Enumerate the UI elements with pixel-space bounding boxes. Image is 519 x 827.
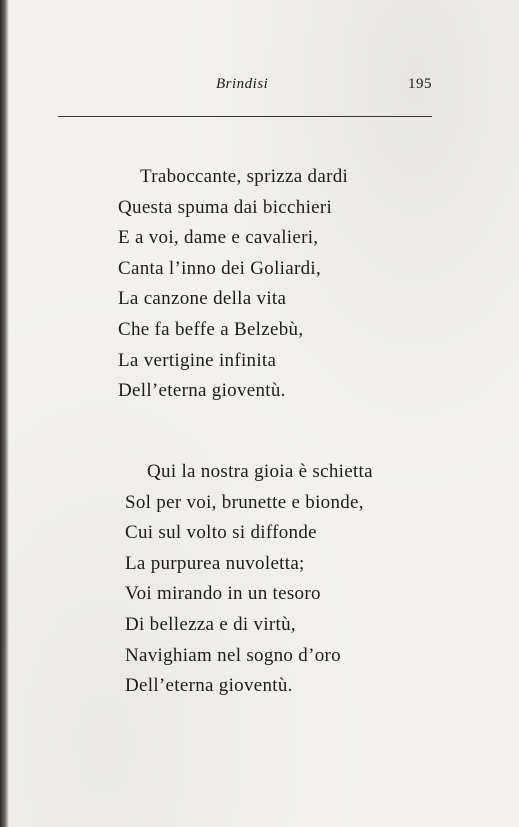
page-number: 195	[408, 76, 432, 92]
running-title: Brindisi	[216, 76, 269, 92]
page-header	[60, 76, 432, 100]
verse-line: La vertigine infinita	[118, 349, 277, 371]
book-spine-shadow	[0, 0, 9, 827]
verse-line: Qui la nostra gioia è schietta	[147, 461, 373, 482]
verse-line: Dell’eterna gioventù.	[118, 380, 286, 402]
stanza-1	[118, 162, 348, 407]
verse-line: Questa spuma dai bicchieri	[118, 196, 333, 218]
verse-line: Traboccante, sprizza dardi	[140, 166, 349, 187]
verse-line: Che fa beffe a Belzebù,	[118, 318, 304, 340]
verse-line: Navighiam nel sogno d’oro	[125, 644, 341, 666]
verse-line: Voi mirando in un tesoro	[125, 583, 321, 605]
header-rule	[58, 116, 432, 117]
verse-line: La canzone della vita	[118, 288, 287, 310]
verse-line: Dell’eterna gioventù.	[125, 675, 293, 697]
stanza-2	[125, 457, 373, 702]
verse-line: Cui sul volto si diffonde	[125, 522, 317, 544]
verse-line: Canta l’inno dei Goliardi,	[118, 257, 322, 279]
verse-line: Di bellezza e di virtù,	[125, 613, 296, 635]
verse-line: E a voi, dame e cavalieri,	[118, 227, 319, 249]
verse-line: Sol per voi, brunette e bionde,	[125, 491, 364, 513]
verse-line: La purpurea nuvoletta;	[125, 552, 305, 574]
